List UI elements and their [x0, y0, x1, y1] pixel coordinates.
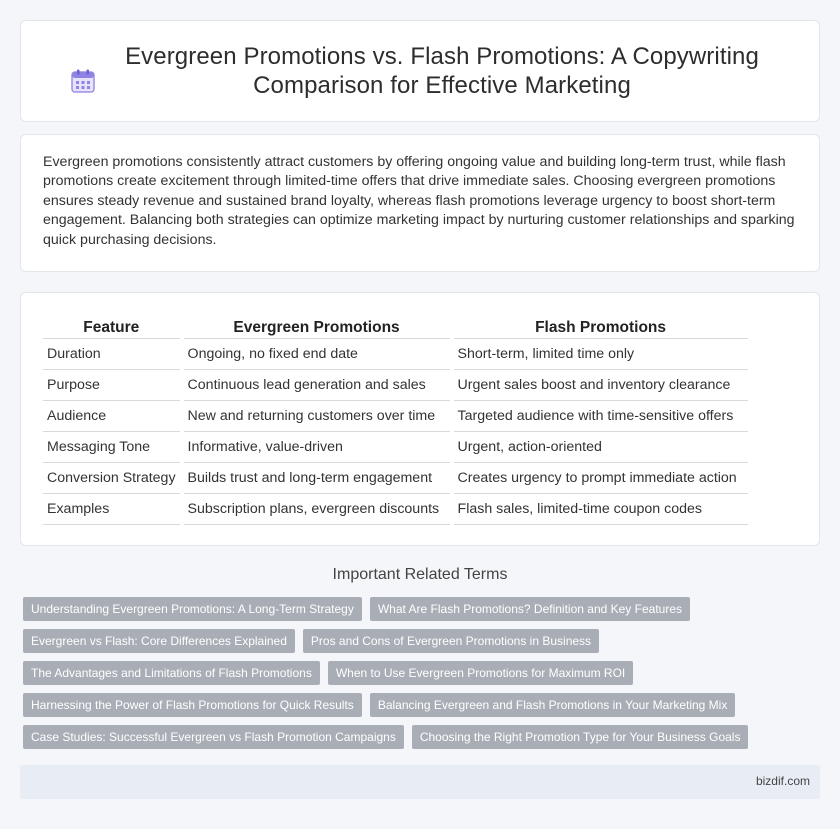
page-title: Evergreen Promotions vs. Flash Promotions: A Copywriting Comparison for Effective Marketing	[125, 43, 759, 99]
flash-cell: Urgent sales boost and inventory clearance	[454, 370, 748, 401]
flash-cell: Short-term, limited time only	[454, 339, 748, 370]
title-card	[20, 20, 820, 122]
site-domain[interactable]: bizdif.com	[755, 774, 810, 788]
intro-card	[20, 134, 820, 272]
calendar-icon	[70, 68, 96, 94]
table-row	[43, 401, 748, 432]
related-term-link[interactable]: What Are Flash Promotions? Definition and Key Features	[370, 597, 690, 621]
related-term-link[interactable]: Harnessing the Power of Flash Promotions for Quick Results	[23, 693, 362, 717]
evergreen-cell: Subscription plans, evergreen discounts	[184, 494, 450, 525]
related-term-link[interactable]: Evergreen vs Flash: Core Differences Explained	[23, 629, 295, 653]
related-term-link[interactable]: Balancing Evergreen and Flash Promotions in Your Marketing Mix	[370, 693, 736, 717]
tag-row	[23, 597, 823, 621]
feature-cell: Duration	[43, 339, 180, 370]
related-term-link[interactable]: Pros and Cons of Evergreen Promotions in Business	[303, 629, 599, 653]
feature-cell: Messaging Tone	[43, 432, 180, 463]
tag-row	[23, 693, 823, 717]
footer	[20, 765, 820, 799]
column-header-feature: Feature	[43, 315, 180, 339]
evergreen-cell: New and returning customers over time	[184, 401, 450, 432]
table-row	[43, 494, 748, 525]
feature-cell: Audience	[43, 401, 180, 432]
related-terms-heading: Important Related Terms	[332, 566, 508, 583]
flash-cell: Urgent, action-oriented	[454, 432, 748, 463]
table-header-row	[43, 315, 748, 339]
title-wrap	[70, 42, 770, 100]
related-term-link[interactable]: Case Studies: Successful Evergreen vs Flash Promotion Campaigns	[23, 725, 404, 749]
evergreen-cell: Informative, value-driven	[184, 432, 450, 463]
comparison-table	[39, 315, 752, 525]
table-row	[43, 339, 748, 370]
evergreen-cell: Builds trust and long-term engagement	[184, 463, 450, 494]
table-row	[43, 463, 748, 494]
related-term-link[interactable]: When to Use Evergreen Promotions for Maximum ROI	[328, 661, 633, 685]
flash-cell: Flash sales, limited-time coupon codes	[454, 494, 748, 525]
evergreen-cell: Ongoing, no fixed end date	[184, 339, 450, 370]
intro-paragraph: Evergreen promotions consistently attract customers by offering ongoing value and building long-term trust, while flash promotions create excitement through limited-time offers that drive immediate sales. Choosing evergreen promotions ensures steady revenue and sustained brand loyalty, whereas flash promotions leverage urgency to boost short-term engagement. Balancing both strategies can optimize marketing impact by nurturing customer relationships and sparking quick purchasing decisions.	[43, 154, 795, 248]
comparison-table-card	[20, 292, 820, 546]
column-header-evergreen: Evergreen Promotions	[184, 315, 450, 339]
related-term-link[interactable]: The Advantages and Limitations of Flash Promotions	[23, 661, 320, 685]
tag-row	[23, 661, 823, 685]
table-row	[43, 370, 748, 401]
flash-cell: Creates urgency to prompt immediate action	[454, 463, 748, 494]
related-term-link[interactable]: Understanding Evergreen Promotions: A Long-Term Strategy	[23, 597, 362, 621]
related-term-link[interactable]: Choosing the Right Promotion Type for Your Business Goals	[412, 725, 749, 749]
flash-cell: Targeted audience with time-sensitive offers	[454, 401, 748, 432]
feature-cell: Purpose	[43, 370, 180, 401]
column-header-flash: Flash Promotions	[454, 315, 748, 339]
related-terms-list	[23, 597, 823, 757]
tag-row	[23, 629, 823, 653]
tag-row	[23, 725, 823, 749]
table-row	[43, 432, 748, 463]
feature-cell: Examples	[43, 494, 180, 525]
feature-cell: Conversion Strategy	[43, 463, 180, 494]
evergreen-cell: Continuous lead generation and sales	[184, 370, 450, 401]
